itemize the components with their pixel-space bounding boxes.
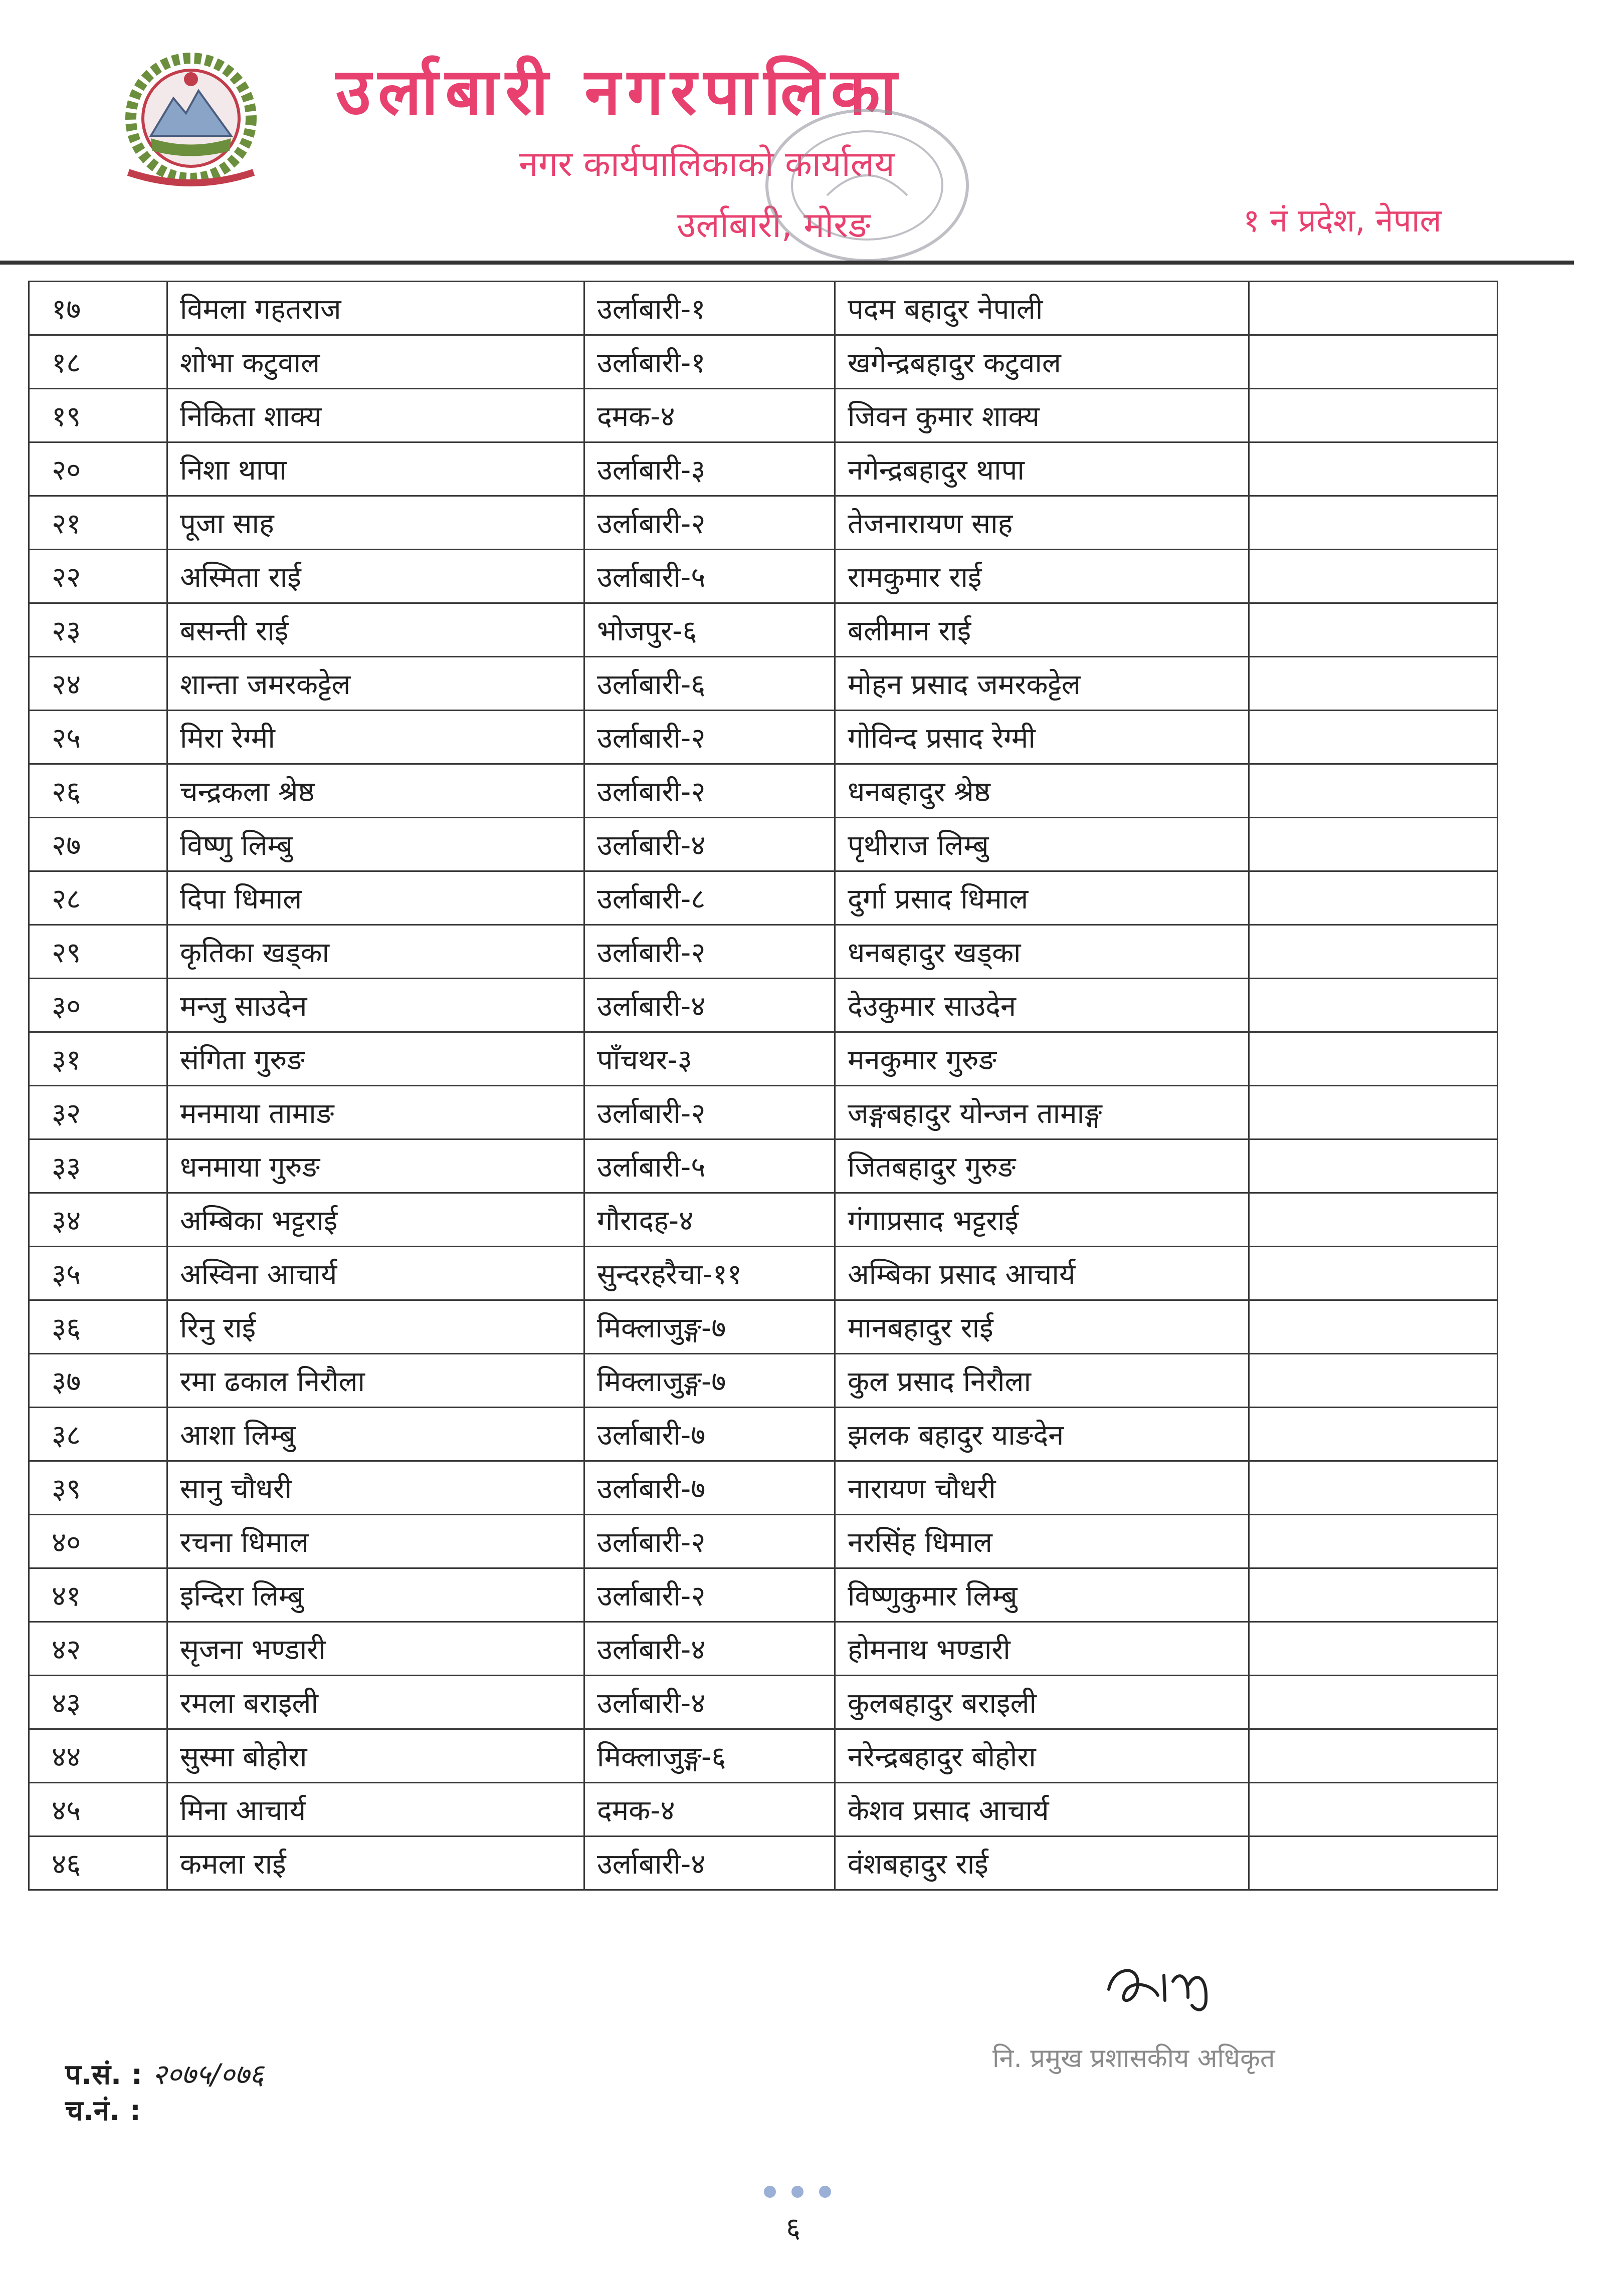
- remarks-cell: [1249, 1247, 1498, 1300]
- guardian-name-cell: देउकुमार साउदेन: [835, 979, 1249, 1032]
- table-row: [29, 1354, 1498, 1408]
- name-cell: अस्मिता राई: [167, 550, 584, 603]
- serial-number-cell: २९: [29, 925, 167, 979]
- table-row: [29, 1676, 1498, 1729]
- remarks-cell: [1249, 979, 1498, 1032]
- remarks-cell: [1249, 496, 1498, 550]
- table-row: [29, 335, 1498, 389]
- table-row: [29, 925, 1498, 979]
- nepal-emblem-icon: [98, 43, 284, 193]
- guardian-name-cell: मनकुमार गुरुङ: [835, 1032, 1249, 1086]
- remarks-cell: [1249, 335, 1498, 389]
- guardian-name-cell: नरसिंह धिमाल: [835, 1515, 1249, 1568]
- name-cell: रमला बराइली: [167, 1676, 584, 1729]
- name-cell: कृतिका खड्का: [167, 925, 584, 979]
- table-row: [29, 1139, 1498, 1193]
- address-cell: सुन्दरहरैचा-११: [584, 1247, 835, 1300]
- address-cell: उर्लाबारी-५: [584, 1139, 835, 1193]
- guardian-name-cell: वंशबहादुर राई: [835, 1836, 1249, 1890]
- guardian-name-cell: नरेन्द्रबहादुर बोहोरा: [835, 1729, 1249, 1783]
- municipality-title: उर्लाबारी नगरपालिका: [336, 55, 904, 129]
- serial-number-cell: ३६: [29, 1300, 167, 1354]
- signatory-designation: नि. प्रमुख प्रशासकीय अधिकृत: [992, 2043, 1275, 2074]
- serial-number-cell: २२: [29, 550, 167, 603]
- fiscal-year-label: प.सं. :: [65, 2058, 143, 2091]
- remarks-cell: [1249, 282, 1498, 335]
- serial-number-cell: ३१: [29, 1032, 167, 1086]
- name-cell: इन्दिरा लिम्बु: [167, 1568, 584, 1622]
- table-row: [29, 1086, 1498, 1139]
- serial-number-cell: २०: [29, 442, 167, 496]
- address-cell: उर्लाबारी-४: [584, 979, 835, 1032]
- remarks-cell: [1249, 1461, 1498, 1515]
- address-cell: दमक-४: [584, 1783, 835, 1836]
- remarks-cell: [1249, 871, 1498, 925]
- address-cell: भोजपुर-६: [584, 603, 835, 657]
- table-row: [29, 1300, 1498, 1354]
- address-cell: उर्लाबारी-७: [584, 1461, 835, 1515]
- guardian-name-cell: जिवन कुमार शाक्य: [835, 389, 1249, 442]
- remarks-cell: [1249, 442, 1498, 496]
- office-stamp: [752, 100, 982, 271]
- name-cell: कमला राई: [167, 1836, 584, 1890]
- table-row: [29, 979, 1498, 1032]
- serial-number-cell: ३४: [29, 1193, 167, 1247]
- serial-number-cell: २५: [29, 711, 167, 764]
- serial-number-cell: ३०: [29, 979, 167, 1032]
- guardian-name-cell: धनबहादुर श्रेष्ठ: [835, 764, 1249, 818]
- guardian-name-cell: दुर्गा प्रसाद धिमाल: [835, 871, 1249, 925]
- serial-number-cell: ४४: [29, 1729, 167, 1783]
- remarks-cell: [1249, 711, 1498, 764]
- guardian-name-cell: धनबहादुर खड्का: [835, 925, 1249, 979]
- table-row: [29, 389, 1498, 442]
- guardian-name-cell: कुलबहादुर बराइली: [835, 1676, 1249, 1729]
- address-cell: उर्लाबारी-२: [584, 925, 835, 979]
- remarks-cell: [1249, 1515, 1498, 1568]
- name-cell: संगिता गुरुङ: [167, 1032, 584, 1086]
- address-cell: मिक्लाजुङ्ग-६: [584, 1729, 835, 1783]
- guardian-name-cell: केशव प्रसाद आचार्य: [835, 1783, 1249, 1836]
- guardian-name-cell: खगेन्द्रबहादुर कटुवाल: [835, 335, 1249, 389]
- serial-number-cell: ३७: [29, 1354, 167, 1408]
- name-cell: दिपा धिमाल: [167, 871, 584, 925]
- name-cell: रमा ढकाल निरौला: [167, 1354, 584, 1408]
- address-cell: गौरादह-४: [584, 1193, 835, 1247]
- table-row: [29, 764, 1498, 818]
- remarks-cell: [1249, 1408, 1498, 1461]
- address-cell: उर्लाबारी-८: [584, 871, 835, 925]
- name-cell: आशा लिम्बु: [167, 1408, 584, 1461]
- address-cell: मिक्लाजुङ्ग-७: [584, 1300, 835, 1354]
- table-row: [29, 442, 1498, 496]
- serial-number-cell: ३५: [29, 1247, 167, 1300]
- name-cell: मनमाया तामाङ: [167, 1086, 584, 1139]
- name-cell: पूजा साह: [167, 496, 584, 550]
- remarks-cell: [1249, 389, 1498, 442]
- serial-number-cell: २३: [29, 603, 167, 657]
- guardian-name-cell: मोहन प्रसाद जमरकट्टेल: [835, 657, 1249, 711]
- table-row: [29, 1836, 1498, 1890]
- serial-number-cell: ३९: [29, 1461, 167, 1515]
- name-cell: चन्द्रकला श्रेष्ठ: [167, 764, 584, 818]
- address-cell: उर्लाबारी-१: [584, 282, 835, 335]
- table-row: [29, 1408, 1498, 1461]
- address-cell: उर्लाबारी-२: [584, 1568, 835, 1622]
- guardian-name-cell: अम्बिका प्रसाद आचार्य: [835, 1247, 1249, 1300]
- serial-number-cell: १९: [29, 389, 167, 442]
- address-cell: उर्लाबारी-४: [584, 1622, 835, 1676]
- guardian-name-cell: गंगाप्रसाद भट्टराई: [835, 1193, 1249, 1247]
- remarks-cell: [1249, 550, 1498, 603]
- ellipsis-dots-icon: [760, 2183, 835, 2201]
- header-divider: [0, 261, 1574, 265]
- table-row: [29, 711, 1498, 764]
- office-location: उर्लाबारी, मोरङ: [677, 204, 871, 246]
- guardian-name-cell: बलीमान राई: [835, 603, 1249, 657]
- guardian-name-cell: नगेन्द्रबहादुर थापा: [835, 442, 1249, 496]
- remarks-cell: [1249, 603, 1498, 657]
- name-cell: सृजना भण्डारी: [167, 1622, 584, 1676]
- serial-number-cell: ४०: [29, 1515, 167, 1568]
- remarks-cell: [1249, 1193, 1498, 1247]
- name-cell: धनमाया गुरुङ: [167, 1139, 584, 1193]
- remarks-cell: [1249, 1568, 1498, 1622]
- page-number: ६: [786, 2212, 801, 2244]
- remarks-cell: [1249, 1032, 1498, 1086]
- table-row: [29, 657, 1498, 711]
- guardian-name-cell: तेजनारायण साह: [835, 496, 1249, 550]
- table-row: [29, 1461, 1498, 1515]
- address-cell: उर्लाबारी-२: [584, 496, 835, 550]
- serial-number-cell: ३८: [29, 1408, 167, 1461]
- table-row: [29, 550, 1498, 603]
- name-cell: विष्णु लिम्बु: [167, 818, 584, 871]
- guardian-name-cell: कुल प्रसाद निरौला: [835, 1354, 1249, 1408]
- guardian-name-cell: होमनाथ भण्डारी: [835, 1622, 1249, 1676]
- address-cell: उर्लाबारी-२: [584, 764, 835, 818]
- serial-number-cell: १७: [29, 282, 167, 335]
- table-row: [29, 1622, 1498, 1676]
- remarks-cell: [1249, 818, 1498, 871]
- name-cell: रचना धिमाल: [167, 1515, 584, 1568]
- serial-number-cell: ४५: [29, 1783, 167, 1836]
- table-row: [29, 1193, 1498, 1247]
- serial-number-cell: २८: [29, 871, 167, 925]
- table-row: [29, 282, 1498, 335]
- serial-number-cell: १८: [29, 335, 167, 389]
- name-cell: निकिता शाक्य: [167, 389, 584, 442]
- fiscal-year-line: [65, 2054, 264, 2093]
- serial-number-cell: ३२: [29, 1086, 167, 1139]
- serial-number-cell: ४१: [29, 1568, 167, 1622]
- name-cell: मन्जु साउदेन: [167, 979, 584, 1032]
- guardian-name-cell: विष्णुकुमार लिम्बु: [835, 1568, 1249, 1622]
- remarks-cell: [1249, 1836, 1498, 1890]
- serial-number-cell: ४२: [29, 1622, 167, 1676]
- address-cell: उर्लाबारी-२: [584, 711, 835, 764]
- table-row: [29, 496, 1498, 550]
- table-row: [29, 1783, 1498, 1836]
- table-row: [29, 1729, 1498, 1783]
- table-row: [29, 1515, 1498, 1568]
- table-row: [29, 1247, 1498, 1300]
- table-row: [29, 818, 1498, 871]
- address-cell: पाँचथर-३: [584, 1032, 835, 1086]
- remarks-cell: [1249, 1676, 1498, 1729]
- roster-table: [28, 281, 1498, 1891]
- guardian-name-cell: रामकुमार राई: [835, 550, 1249, 603]
- name-cell: शोभा कटुवाल: [167, 335, 584, 389]
- address-cell: उर्लाबारी-४: [584, 1836, 835, 1890]
- address-cell: उर्लाबारी-२: [584, 1515, 835, 1568]
- name-cell: अम्बिका भट्टराई: [167, 1193, 584, 1247]
- serial-number-cell: ४६: [29, 1836, 167, 1890]
- guardian-name-cell: गोविन्द प्रसाद रेग्मी: [835, 711, 1249, 764]
- name-cell: विमला गहतराज: [167, 282, 584, 335]
- address-cell: उर्लाबारी-५: [584, 550, 835, 603]
- serial-number-cell: २४: [29, 657, 167, 711]
- address-cell: उर्लाबारी-४: [584, 818, 835, 871]
- address-cell: मिक्लाजुङ्ग-७: [584, 1354, 835, 1408]
- province-label: १ नं प्रदेश, नेपाल: [1243, 202, 1442, 240]
- guardian-name-cell: जङ्गबहादुर योन्जन तामाङ्ग: [835, 1086, 1249, 1139]
- name-cell: शान्ता जमरकट्टेल: [167, 657, 584, 711]
- guardian-name-cell: पदम बहादुर नेपाली: [835, 282, 1249, 335]
- dispatch-number-line: [65, 2091, 141, 2129]
- remarks-cell: [1249, 1300, 1498, 1354]
- serial-number-cell: ४३: [29, 1676, 167, 1729]
- table-row: [29, 603, 1498, 657]
- guardian-name-cell: पृथीराज लिम्बु: [835, 818, 1249, 871]
- name-cell: अस्विना आचार्य: [167, 1247, 584, 1300]
- name-cell: सुस्मा बोहोरा: [167, 1729, 584, 1783]
- name-cell: निशा थापा: [167, 442, 584, 496]
- address-cell: उर्लाबारी-१: [584, 335, 835, 389]
- table-row: [29, 1568, 1498, 1622]
- serial-number-cell: २७: [29, 818, 167, 871]
- remarks-cell: [1249, 1086, 1498, 1139]
- remarks-cell: [1249, 1729, 1498, 1783]
- address-cell: उर्लाबारी-२: [584, 1086, 835, 1139]
- remarks-cell: [1249, 764, 1498, 818]
- remarks-cell: [1249, 1622, 1498, 1676]
- dispatch-number-label: च.नं. :: [65, 2095, 141, 2127]
- address-cell: उर्लाबारी-३: [584, 442, 835, 496]
- remarks-cell: [1249, 1354, 1498, 1408]
- serial-number-cell: २१: [29, 496, 167, 550]
- guardian-name-cell: जितबहादुर गुरुङ: [835, 1139, 1249, 1193]
- remarks-cell: [1249, 925, 1498, 979]
- name-cell: मिरा रेग्मी: [167, 711, 584, 764]
- address-cell: उर्लाबारी-७: [584, 1408, 835, 1461]
- name-cell: बसन्ती राई: [167, 603, 584, 657]
- fiscal-year-value: २०७५/०७६: [152, 2058, 264, 2091]
- address-cell: दमक-४: [584, 389, 835, 442]
- table-row: [29, 871, 1498, 925]
- name-cell: मिना आचार्य: [167, 1783, 584, 1836]
- guardian-name-cell: झलक बहादुर याङदेन: [835, 1408, 1249, 1461]
- remarks-cell: [1249, 1139, 1498, 1193]
- signature-scribble: [1103, 1949, 1233, 2014]
- name-cell: रिनु राई: [167, 1300, 584, 1354]
- address-cell: उर्लाबारी-४: [584, 1676, 835, 1729]
- name-cell: सानु चौधरी: [167, 1461, 584, 1515]
- table-row: [29, 1032, 1498, 1086]
- serial-number-cell: २६: [29, 764, 167, 818]
- remarks-cell: [1249, 657, 1498, 711]
- remarks-cell: [1249, 1783, 1498, 1836]
- office-name: नगर कार्यपालिकाको कार्यालय: [519, 143, 895, 184]
- guardian-name-cell: नारायण चौधरी: [835, 1461, 1249, 1515]
- serial-number-cell: ३३: [29, 1139, 167, 1193]
- guardian-name-cell: मानबहादुर राई: [835, 1300, 1249, 1354]
- address-cell: उर्लाबारी-६: [584, 657, 835, 711]
